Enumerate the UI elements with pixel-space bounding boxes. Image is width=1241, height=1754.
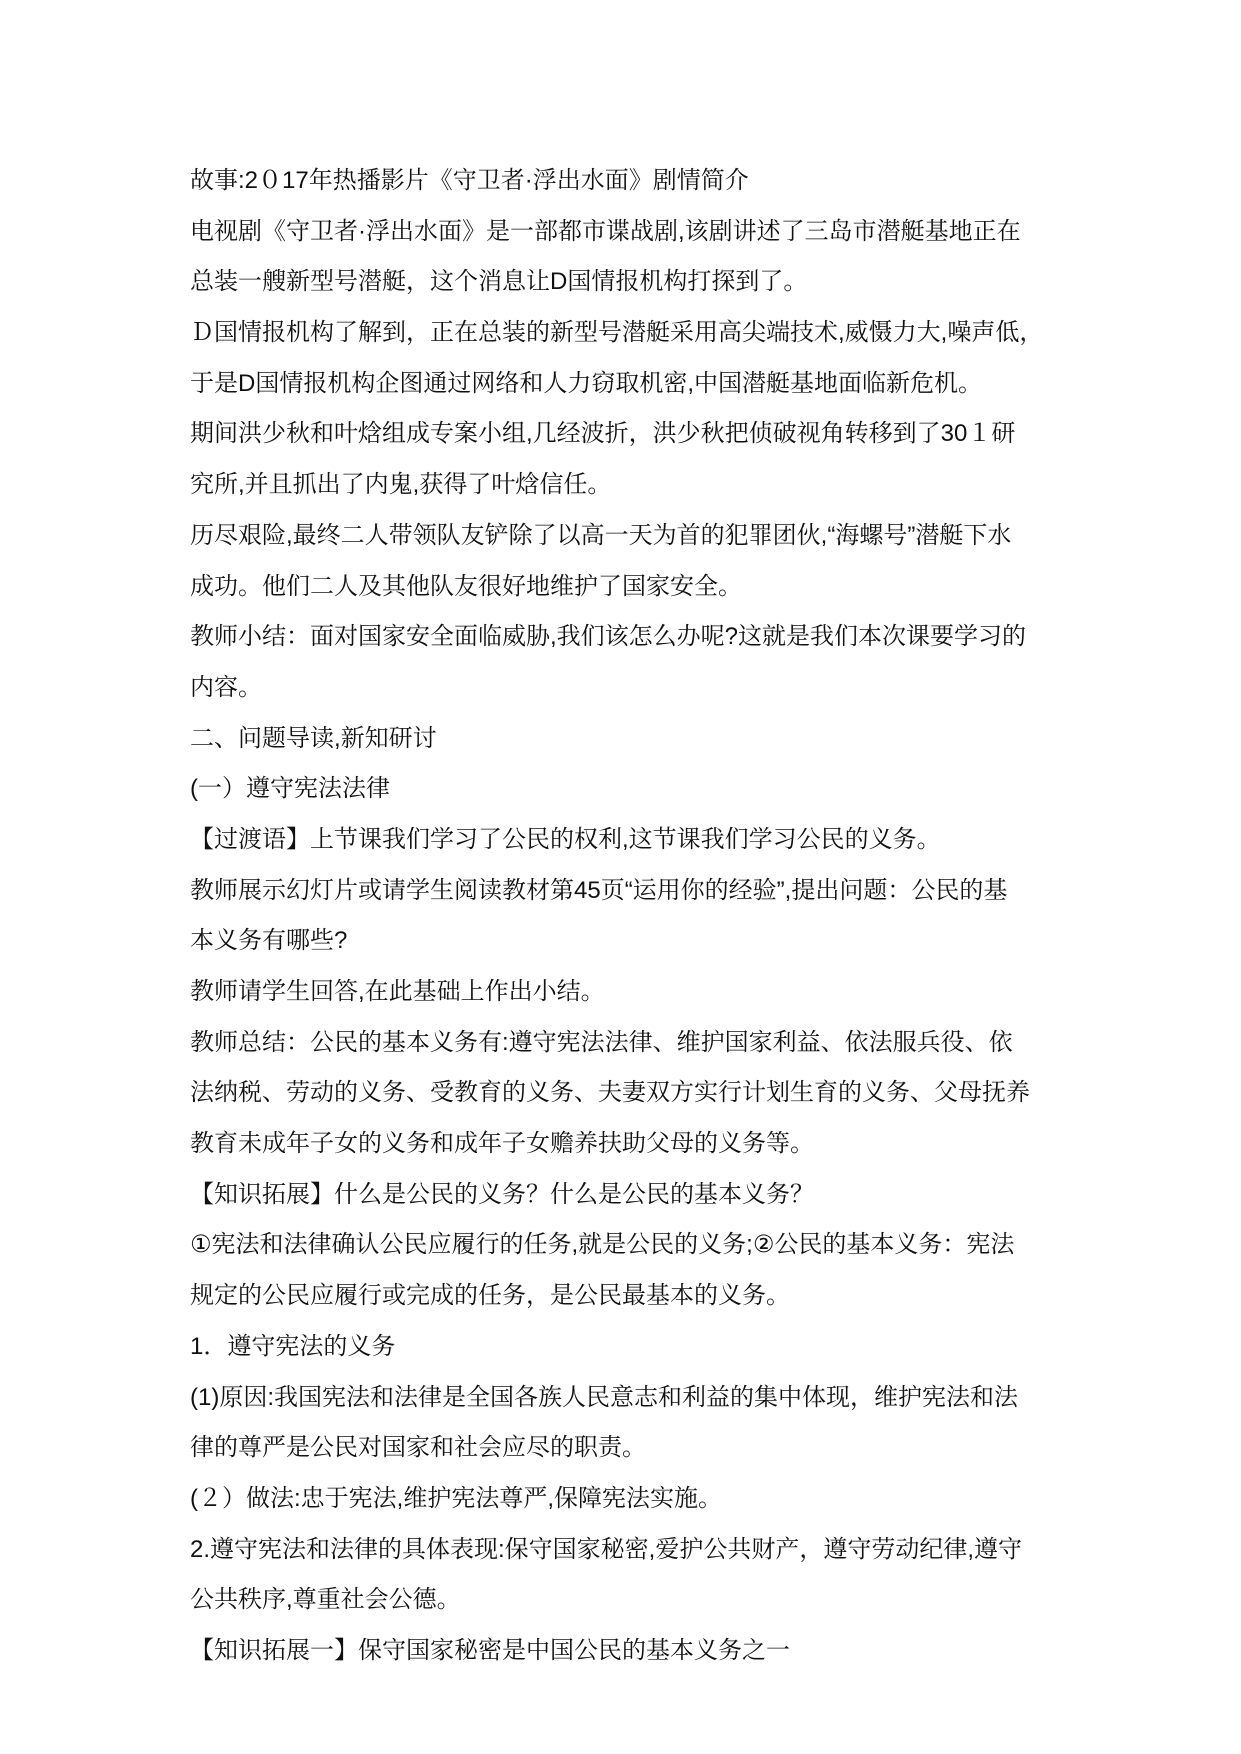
- text-line: 教师请学生回答,在此基础上作出小结。: [190, 978, 605, 1005]
- text-line: 【知识拓展一】保守国家秘密是中国公民的基本义务之一: [190, 1636, 790, 1664]
- story-title: 故事:2０17年热播影片《守卫者·浮出水面》剧情简介: [190, 167, 749, 194]
- text-line: 历尽艰险,最终二人带领队友铲除了以高一天为首的犯罪团伙,“海螺号”潜艇下水: [190, 521, 1012, 549]
- text-line: 律的尊严是公民对国家和社会应尽的职责。: [190, 1434, 646, 1462]
- text-line: (1)原因:我国宪法和法律是全国各族人民意志和利益的集中体现，维护宪法和法: [190, 1383, 1018, 1411]
- text-line: (２）做法:忠于宪法,维护宪法尊严,保障宪法实施。: [190, 1484, 722, 1512]
- text-line: 法纳税、劳动的义务、受教育的义务、夫妻双方实行计划生育的义务、父母抚养: [190, 1079, 1030, 1107]
- section-heading: 二、问题导读,新知研讨: [190, 724, 437, 752]
- text-line: 究所,并且抓出了内鬼,获得了叶焓信任。: [190, 471, 612, 499]
- text-line: 电视剧《守卫者·浮出水面》是一部都市谍战剧,该剧讲述了三岛市潜艇基地正在: [190, 217, 1021, 245]
- text-line: 内容。: [190, 673, 262, 701]
- text-line: 教育未成年子女的义务和成年子女赡养扶助父母的义务等。: [190, 1130, 814, 1158]
- numbered-heading: 1．遵守宪法的义务: [190, 1332, 396, 1360]
- text-line: 总装一艘新型号潜艇，这个消息让D国情报机构打探到了。: [190, 268, 808, 296]
- text-line: 规定的公民应履行或完成的任务，是公民最基本的义务。: [190, 1282, 790, 1310]
- subsection-heading: (一）遵守宪法法律: [190, 775, 390, 803]
- text-line: 【知识拓展】什么是公民的义务？什么是公民的基本义务？: [190, 1180, 814, 1208]
- text-line: 于是D国情报机构企图通过网络和人力窃取机密,中国潜艇基地面临新危机。: [190, 369, 982, 397]
- text-line: ①宪法和法律确认公民应履行的任务,就是公民的义务;②公民的基本义务：宪法: [190, 1231, 1015, 1259]
- text-line: 教师总结：公民的基本义务有:遵守宪法法律、维护国家利益、依法服兵役、依: [190, 1028, 1013, 1056]
- text-line: 期间洪少秋和叶焓组成专案小组,几经波折，洪少秋把侦破视角转移到了30１研: [190, 420, 1016, 448]
- text-line: 公共秩序,尊重社会公德。: [190, 1586, 461, 1614]
- text-line: 本义务有哪些?: [190, 927, 348, 955]
- text-line: 【过渡语】上节课我们学习了公民的权利,这节课我们学习公民的义务。: [190, 825, 941, 853]
- text-line: 教师展示幻灯片或请学生阅读教材第45页“运用你的经验”,提出问题：公民的基: [190, 876, 1008, 904]
- document-body: [190, 156, 1070, 1677]
- text-line: Ｄ国情报机构了解到，正在总装的新型号潜艇采用高尖端技术,威慑力大,噪声低，: [190, 319, 1044, 347]
- text-line: 成功。他们二人及其他队友很好地维护了国家安全。: [190, 572, 742, 600]
- text-line: 2.遵守宪法和法律的具体表现:保守国家秘密,爱护公共财产，遵守劳动纪律,遵守: [190, 1535, 1023, 1563]
- text-line: 教师小结：面对国家安全面临威胁,我们该怎么办呢?这就是我们本次课要学习的: [190, 623, 1027, 651]
